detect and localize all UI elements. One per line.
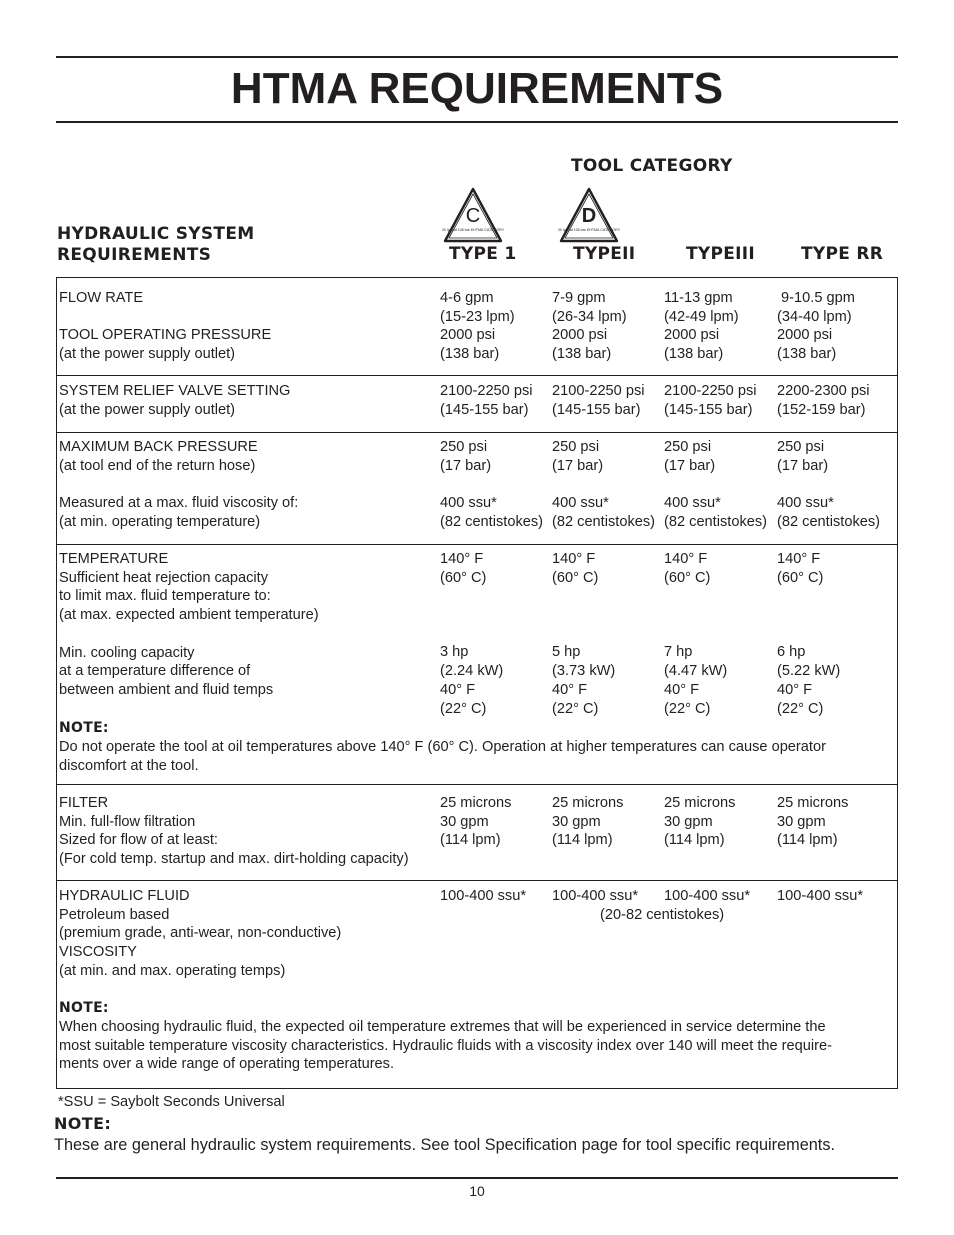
value-line: 4-6 gpm <box>440 290 494 306</box>
value-line: 2100-2250 psi <box>440 383 533 399</box>
value-line: 140° F <box>552 551 596 567</box>
title-underline <box>56 121 898 123</box>
label-line: (premium grade, anti-wear, non-conductive) <box>59 925 342 942</box>
value-line: (17 bar) <box>777 457 829 474</box>
temperature-type2 <box>552 550 615 718</box>
value-line <box>664 606 727 625</box>
value-line: 40° F <box>552 681 588 698</box>
category-d-logo <box>558 186 620 244</box>
label-line: Petroleum based <box>59 906 170 923</box>
value-line: (3.73 kW) <box>552 663 616 680</box>
value-line <box>552 587 615 606</box>
temperature-labels <box>59 550 319 700</box>
value-line: 2000 psi <box>664 327 720 344</box>
category-d-letter: D <box>581 205 597 227</box>
value-line: 25 microns <box>440 795 512 811</box>
back-pressure-type3 <box>664 438 767 532</box>
page-title: HTMA REQUIREMENTS <box>230 64 724 113</box>
value-line: 40° F <box>440 681 476 698</box>
value-line <box>777 625 840 644</box>
value-line: (114 lpm) <box>664 832 725 849</box>
note-line: Do not operate the tool at oil temperatures above 140° F (60° C). Operation at higher temperatures can cause operator <box>59 739 826 755</box>
value-line: 400 ssu* <box>552 495 609 512</box>
back-pressure-type1 <box>440 438 543 532</box>
tool-category-heading: TOOL CATEGORY <box>571 156 733 176</box>
value-line: (22° C) <box>440 700 487 717</box>
requirements-table <box>56 277 898 1089</box>
value-line: 30 gpm <box>552 813 601 830</box>
system-heading-line1: HYDRAULIC SYSTEM <box>57 224 255 244</box>
col-head-type2: TYPEII <box>573 244 636 264</box>
label-line: FILTER <box>59 795 109 811</box>
col-head-typerr: TYPE RR <box>801 244 884 264</box>
value-line: (138 bar) <box>664 346 724 363</box>
system-heading-line2: REQUIREMENTS <box>57 245 212 265</box>
value-line: 140° F <box>664 551 708 567</box>
note-line: ments over a wide range of operating temperatures. <box>59 1056 395 1073</box>
value-line: 25 microns <box>552 795 624 811</box>
label-line: HYDRAULIC FLUID <box>59 888 190 904</box>
value-line: 3 hp <box>440 644 469 661</box>
value-line <box>552 475 655 494</box>
value-line: 2000 psi <box>777 327 833 344</box>
value-line: (114 lpm) <box>552 832 613 849</box>
label-line: (at min. operating temperature) <box>59 513 261 530</box>
category-c-logo <box>442 186 504 244</box>
label-line: TEMPERATURE <box>59 551 169 567</box>
bottom-note-label: NOTE: <box>54 1114 112 1133</box>
label-line: (at min. and max. operating temps) <box>59 962 286 979</box>
value-line <box>664 475 767 494</box>
value-line: 400 ssu* <box>440 495 497 512</box>
value-line: 2000 psi <box>440 327 496 344</box>
flow-rate-labels <box>59 289 271 364</box>
filter-typerr <box>777 794 848 850</box>
back-pressure-labels <box>59 438 298 532</box>
ssu-footnote: *SSU = Saybolt Seconds Universal <box>58 1094 285 1110</box>
value-line: (17 bar) <box>664 457 716 474</box>
relief-valve-type1 <box>440 382 533 419</box>
filter-type2 <box>552 794 623 850</box>
value-line: 40° F <box>777 681 813 698</box>
fluid-labels <box>59 887 341 981</box>
value-line: (15-23 lpm) <box>440 308 515 325</box>
value-line: 30 gpm <box>440 813 489 830</box>
filter-type3 <box>664 794 735 850</box>
value-line: 140° F <box>777 551 821 567</box>
value-line: (145-155 bar) <box>664 401 753 418</box>
label-line: SYSTEM RELIEF VALVE SETTING <box>59 383 291 399</box>
relief-valve-type2 <box>552 382 645 419</box>
label-line: Measured at a max. fluid viscosity of: <box>59 495 299 512</box>
value-line: (82 centistokes) <box>440 513 544 530</box>
label-line: MAXIMUM BACK PRESSURE <box>59 439 258 455</box>
value-line: (82 centistokes) <box>777 513 881 530</box>
separator <box>57 544 897 545</box>
separator <box>57 784 897 785</box>
value-line: 400 ssu* <box>777 495 834 512</box>
value-line: 140° F <box>440 551 484 567</box>
relief-valve-typerr <box>777 382 870 419</box>
temperature-note-text <box>59 738 889 775</box>
value-line: 5 hp <box>552 644 581 661</box>
label-line <box>59 625 319 644</box>
value-line: (22° C) <box>664 700 711 717</box>
value-line: (34-40 lpm) <box>777 308 852 325</box>
note-line: most suitable temperature viscosity characteristics. Hydraulic fluids with a viscosity index over 140 will meet the require- <box>59 1037 832 1054</box>
value-line: 250 psi <box>552 439 600 455</box>
temperature-type1 <box>440 550 503 718</box>
value-line <box>777 587 840 606</box>
value-line: (138 bar) <box>440 346 500 363</box>
value-line: (82 centistokes) <box>664 513 768 530</box>
label-line <box>59 308 271 327</box>
bottom-note-text: These are general hydraulic system requirements. See tool Specification page for tool specific requirements. <box>54 1136 835 1154</box>
value-line: (145-155 bar) <box>440 401 529 418</box>
label-line: (at tool end of the return hose) <box>59 457 256 474</box>
value-line: (145-155 bar) <box>552 401 641 418</box>
label-line: at a temperature difference of <box>59 663 251 680</box>
back-pressure-typerr <box>777 438 880 532</box>
flow-rate-type1 <box>440 289 515 364</box>
value-line <box>552 625 615 644</box>
top-rule <box>56 56 898 58</box>
label-line: FLOW RATE <box>59 290 144 306</box>
col-head-type3: TYPEIII <box>686 244 756 264</box>
fluid-type3: 100-400 ssu* <box>664 888 751 904</box>
value-line <box>552 606 615 625</box>
value-line: (22° C) <box>777 700 824 717</box>
fluid-type1: 100-400 ssu* <box>440 888 527 904</box>
label-line <box>59 475 298 494</box>
flow-rate-typerr <box>777 289 855 364</box>
value-line: (2.24 kW) <box>440 663 504 680</box>
value-line: (138 bar) <box>777 346 837 363</box>
value-line: (22° C) <box>552 700 599 717</box>
value-line <box>664 587 727 606</box>
category-c-letter: C <box>465 205 481 227</box>
value-line: (17 bar) <box>440 457 492 474</box>
value-line: (60° C) <box>777 569 824 586</box>
separator <box>57 375 897 376</box>
col-head-type1: TYPE 1 <box>449 244 517 264</box>
label-line: VISCOSITY <box>59 944 137 961</box>
filter-type1 <box>440 794 511 850</box>
value-line: (114 lpm) <box>440 832 501 849</box>
note-line: discomfort at the tool. <box>59 757 199 774</box>
value-line <box>440 606 503 625</box>
value-line: 2000 psi <box>552 327 608 344</box>
label-line: between ambient and fluid temps <box>59 681 274 698</box>
relief-valve-labels <box>59 382 290 419</box>
bottom-rule <box>56 1177 898 1179</box>
temperature-typerr <box>777 550 840 718</box>
value-line: (60° C) <box>440 569 487 586</box>
category-d-small-text: 30 lpm at 138 bar EHTMA CATEGORY <box>558 228 620 232</box>
label-line: Sized for flow of at least: <box>59 832 218 849</box>
separator <box>57 880 897 881</box>
value-line: (60° C) <box>664 569 711 586</box>
relief-valve-type3 <box>664 382 757 419</box>
flow-rate-type2 <box>552 289 627 364</box>
label-line: TOOL OPERATING PRESSURE <box>59 327 272 344</box>
value-line: (114 lpm) <box>777 832 838 849</box>
value-line: 30 gpm <box>777 813 826 830</box>
value-line: 400 ssu* <box>664 495 721 512</box>
value-line <box>440 587 503 606</box>
label-line: (at max. expected ambient temperature) <box>59 607 319 624</box>
label-line: (at the power supply outlet) <box>59 346 236 363</box>
value-line: 25 microns <box>777 795 849 811</box>
label-line: Min. cooling capacity <box>59 644 195 661</box>
back-pressure-type2 <box>552 438 655 532</box>
fluid-note-text <box>59 1018 889 1074</box>
value-line: (82 centistokes) <box>552 513 656 530</box>
value-line: (60° C) <box>552 569 599 586</box>
value-line <box>664 625 727 644</box>
page-number: 10 <box>469 1183 485 1199</box>
filter-labels <box>59 794 409 869</box>
value-line: 250 psi <box>777 439 825 455</box>
value-line: 250 psi <box>440 439 488 455</box>
value-line: (42-49 lpm) <box>664 308 739 325</box>
value-line: 250 psi <box>664 439 712 455</box>
separator <box>57 432 897 433</box>
value-line: 7 hp <box>664 644 693 661</box>
label-line: (For cold temp. startup and max. dirt-holding capacity) <box>59 851 409 868</box>
fluid-type2: 100-400 ssu* <box>552 888 639 904</box>
value-line: 40° F <box>664 681 700 698</box>
value-line: (5.22 kW) <box>777 663 841 680</box>
value-line: 9-10.5 gpm <box>777 290 855 306</box>
label-line: to limit max. fluid temperature to: <box>59 588 271 605</box>
value-line: (17 bar) <box>552 457 604 474</box>
value-line: (152-159 bar) <box>777 401 866 418</box>
flow-rate-type3 <box>664 289 739 364</box>
label-line: Min. full-flow filtration <box>59 813 196 830</box>
fluid-note-label: NOTE: <box>59 1000 109 1016</box>
value-line <box>440 625 503 644</box>
category-c-small-text: 30 lpm at 138 bar EHTMA CATEGORY <box>442 228 504 232</box>
value-line: 2100-2250 psi <box>552 383 645 399</box>
value-line: 11-13 gpm <box>664 290 733 306</box>
temperature-note-label: NOTE: <box>59 720 109 736</box>
value-line: 2200-2300 psi <box>777 383 870 399</box>
value-line: 25 microns <box>664 795 736 811</box>
value-line: 7-9 gpm <box>552 290 606 306</box>
value-line: (26-34 lpm) <box>552 308 627 325</box>
temperature-type3 <box>664 550 727 718</box>
value-line: 2100-2250 psi <box>664 383 757 399</box>
fluid-typerr: 100-400 ssu* <box>777 888 864 904</box>
value-line: (138 bar) <box>552 346 612 363</box>
value-line: (4.47 kW) <box>664 663 728 680</box>
value-line <box>440 475 543 494</box>
value-line: 30 gpm <box>664 813 713 830</box>
value-line <box>777 606 840 625</box>
fluid-centistokes: (20-82 centistokes) <box>600 907 725 923</box>
label-line: (at the power supply outlet) <box>59 401 236 418</box>
note-line: When choosing hydraulic fluid, the expected oil temperature extremes that will be experienced in service determine the <box>59 1019 826 1035</box>
value-line <box>777 475 880 494</box>
label-line: Sufficient heat rejection capacity <box>59 569 269 586</box>
value-line: 6 hp <box>777 644 806 661</box>
